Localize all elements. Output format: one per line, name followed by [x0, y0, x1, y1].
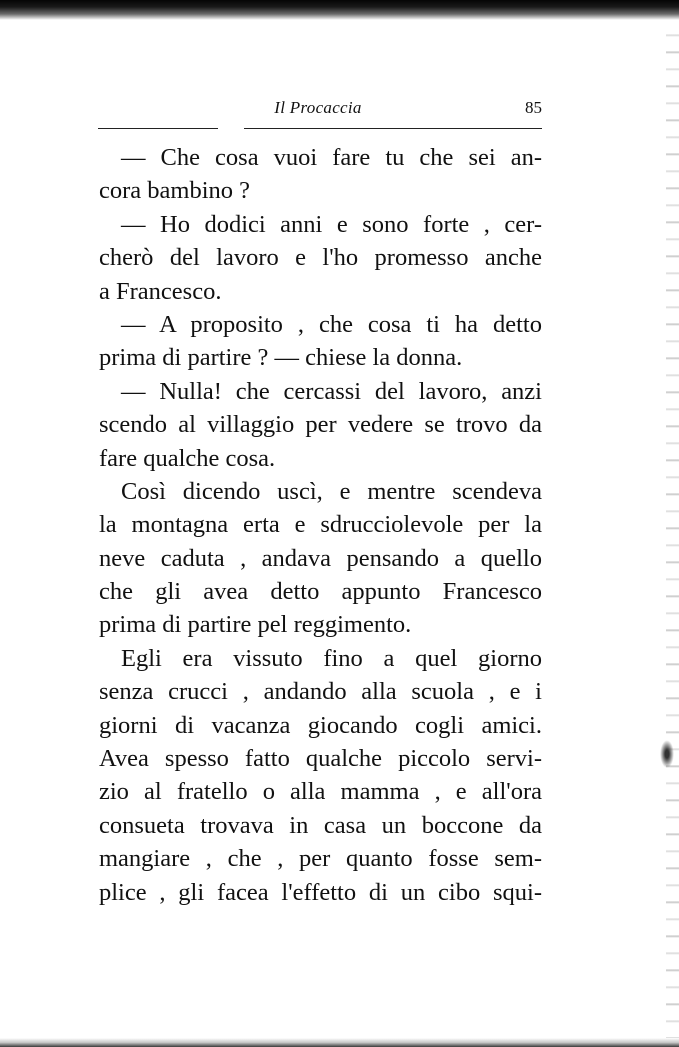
text-line: zio al fratello o alla mamma , e all'ora — [99, 778, 542, 806]
text-line: scendo al villaggio per vedere se trovo da — [99, 411, 542, 439]
text-line: — A proposito , che cosa ti ha detto — [121, 310, 542, 338]
text-line: — Nulla! che cercassi del lavoro, anzi — [121, 377, 542, 405]
scan-right-edge — [666, 20, 679, 1038]
text-line: a Francesco. — [99, 277, 222, 305]
scan-bottom-edge — [0, 1038, 679, 1047]
text-line: prima di partire pel reggimento. — [99, 611, 412, 639]
text-line: senza crucci , andando alla scuola , e i — [99, 678, 542, 706]
text-line: prima di partire ? — chiese la donna. — [99, 344, 463, 372]
header-rule-right — [244, 128, 542, 129]
text-line: che gli avea detto appunto Francesco — [99, 578, 542, 606]
page-header — [98, 98, 542, 124]
text-line: cora bambino ? — [99, 177, 251, 205]
scan-top-edge — [0, 0, 679, 20]
page-number: 85 — [525, 98, 542, 117]
text-line: consueta trovava in casa un boccone da — [99, 811, 542, 839]
text-line: — Ho dodici anni e sono forte , cer- — [121, 210, 542, 238]
text-line: giorni di vacanza giocando cogli amici. — [99, 711, 542, 739]
scan-ink-blot — [660, 740, 674, 768]
text-line: Egli era vissuto fino a quel giorno — [121, 644, 542, 672]
text-line: mangiare , che , per quanto fosse sem- — [99, 845, 542, 873]
text-line: plice , gli facea l'effetto di un cibo squi- — [99, 878, 542, 906]
text-line: neve caduta , andava pensando a quello — [99, 544, 542, 572]
text-line: fare qualche cosa. — [99, 444, 276, 472]
text-line: Avea spesso fatto qualche piccolo servi- — [99, 745, 542, 773]
running-title: Il Procaccia — [274, 98, 362, 117]
body-text — [99, 141, 542, 909]
text-line: — Che cosa vuoi fare tu che sei an- — [121, 144, 542, 171]
text-line: Così dicendo uscì, e mentre scendeva — [121, 477, 542, 505]
text-line: cherò del lavoro e l'ho promesso anche — [99, 244, 542, 272]
header-rule-left — [98, 128, 218, 129]
text-line: la montagna erta e sdrucciolevole per la — [99, 511, 542, 539]
